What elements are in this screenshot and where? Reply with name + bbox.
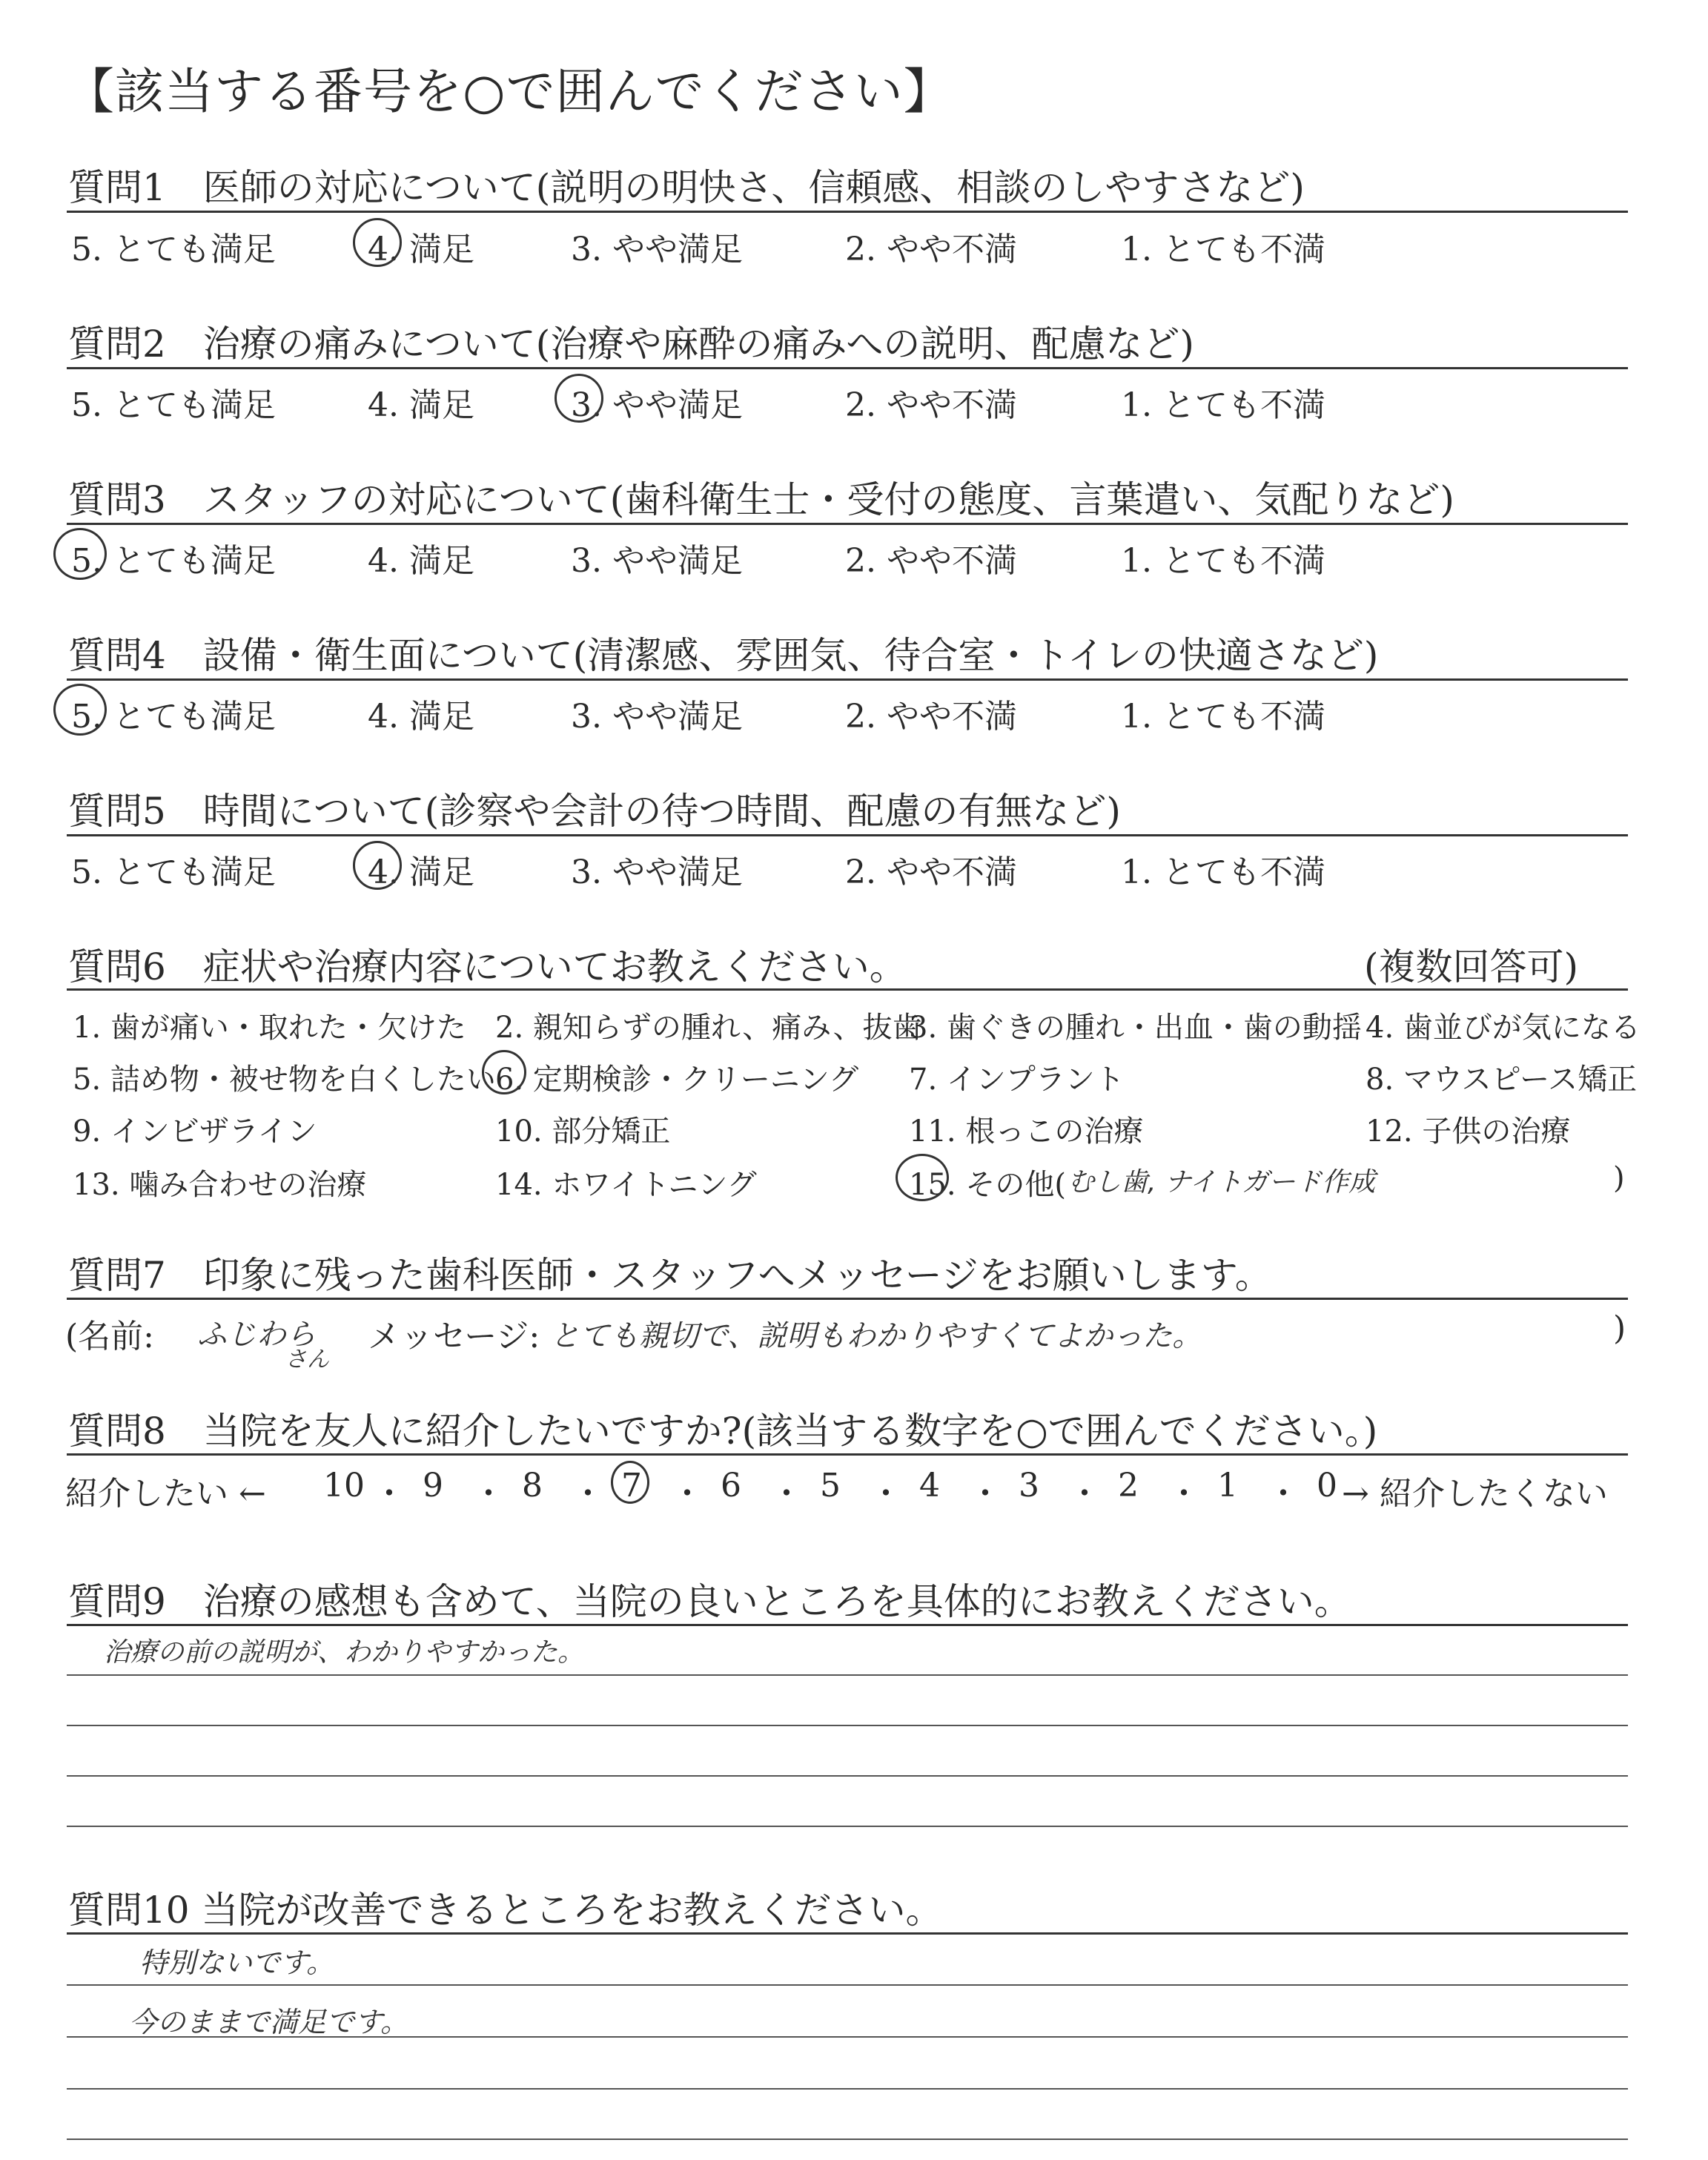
question-5-rule — [67, 834, 1628, 836]
q9-answer-line-2 — [67, 1725, 1628, 1726]
q1-option-5[interactable]: 5. とても満足 — [71, 231, 276, 268]
q10-answer-line-2 — [67, 2036, 1628, 2038]
question-5-title: 質問5 時間について(診察や会計の待つ時間、配慮の有無など) — [68, 790, 1121, 833]
question-6-rule — [67, 988, 1628, 991]
q5-option-2[interactable]: 2. やや不満 — [845, 853, 1017, 891]
q5-option-3[interactable]: 3. やや満足 — [571, 853, 743, 891]
q8-scale-number-0[interactable]: 0 — [1317, 1467, 1337, 1505]
q6-item-5[interactable]: 5. 詰め物・被せ物を白くしたい — [73, 1063, 496, 1097]
question-1-title: 質問1 医師の対応について(説明の明快さ、信頼感、相談のしやすさなど) — [68, 166, 1305, 209]
q3-option-4[interactable]: 4. 満足 — [368, 542, 474, 580]
q4-option-5[interactable]: 5. とても満足 — [71, 698, 276, 736]
q8-scale-number-1[interactable]: 1 — [1217, 1467, 1238, 1505]
question-3-title: 質問3 スタッフの対応について(歯科衛生士・受付の態度、言葉遣い、気配りなど) — [68, 478, 1454, 521]
question-9-title: 質問9 治療の感想も含めて、当院の良いところを具体的にお教えください。 — [68, 1580, 1351, 1623]
q1-option-2[interactable]: 2. やや不満 — [845, 231, 1017, 268]
q9-answer-line-1 — [67, 1674, 1628, 1676]
q5-option-4[interactable]: 4. 満足 — [368, 853, 474, 891]
q8-scale-separator: ・ — [373, 1475, 406, 1513]
q2-option-2[interactable]: 2. やや不満 — [845, 386, 1017, 424]
q8-scale-separator: ・ — [969, 1475, 1002, 1513]
q8-scale-separator: ・ — [671, 1475, 704, 1513]
q3-option-1[interactable]: 1. とても不満 — [1121, 542, 1325, 580]
q8-scale-number-10[interactable]: 10 — [323, 1467, 365, 1505]
question-7-title: 質問7 印象に残った歯科医師・スタッフへメッセージをお願いします。 — [68, 1254, 1272, 1297]
q9-answer-line-3 — [67, 1775, 1628, 1777]
q10-answer-line-1 — [67, 1984, 1628, 1986]
q6-item-15[interactable]: 15. その他( — [909, 1168, 1066, 1202]
q10-answer-line-2-handwritten: 今のままで満足です。 — [129, 2006, 408, 2038]
question-4-rule — [67, 678, 1628, 681]
q3-option-3[interactable]: 3. やや満足 — [571, 542, 743, 580]
q8-scale-separator: ・ — [572, 1475, 604, 1513]
q4-option-4[interactable]: 4. 満足 — [368, 698, 474, 736]
question-9-rule — [67, 1624, 1628, 1626]
q6-item-8[interactable]: 8. マウスピース矯正 — [1366, 1063, 1638, 1097]
question-10-rule — [67, 1932, 1628, 1935]
q6-item-9[interactable]: 9. インビザライン — [73, 1114, 317, 1149]
q2-option-5[interactable]: 5. とても満足 — [71, 386, 276, 424]
q3-option-5[interactable]: 5. とても満足 — [71, 542, 276, 580]
q6-item-3[interactable]: 3. 歯ぐきの腫れ・出血・歯の動揺 — [909, 1011, 1362, 1045]
question-1-rule — [67, 211, 1628, 213]
q10-answer-line-3 — [67, 2088, 1628, 2090]
q5-option-1[interactable]: 1. とても不満 — [1121, 853, 1325, 891]
q3-selection-circle — [53, 528, 107, 580]
q6-item-4[interactable]: 4. 歯並びが気になる — [1366, 1011, 1641, 1045]
q1-option-1[interactable]: 1. とても不満 — [1121, 231, 1325, 268]
q6-selection-circle-6 — [482, 1050, 526, 1094]
q8-scale-number-8[interactable]: 8 — [522, 1467, 543, 1505]
question-3-rule — [67, 523, 1628, 525]
q7-name-handwritten: ふじわら — [197, 1318, 316, 1352]
q6-item-7[interactable]: 7. インプラント — [909, 1063, 1125, 1097]
q9-answer-line-4 — [67, 1826, 1628, 1827]
q8-scale-number-6[interactable]: 6 — [721, 1467, 741, 1505]
q8-scale-separator: ・ — [770, 1475, 803, 1513]
q9-answer-handwritten: 治療の前の説明が、わかりやすかった。 — [104, 1637, 585, 1668]
question-6-multi-note: (複数回答可) — [1364, 945, 1579, 988]
question-8-rule — [67, 1453, 1628, 1456]
q8-scale-separator: ・ — [472, 1475, 505, 1513]
q8-scale-separator: ・ — [1267, 1475, 1300, 1513]
q2-selection-circle — [555, 374, 603, 423]
q6-item-14[interactable]: 14. ホワイトニング — [495, 1168, 757, 1202]
q4-selection-circle — [53, 684, 107, 736]
q4-option-2[interactable]: 2. やや不満 — [845, 698, 1017, 736]
q6-item-10[interactable]: 10. 部分矯正 — [495, 1114, 671, 1149]
q6-item-2[interactable]: 2. 親知らずの腫れ、痛み、抜歯 — [495, 1011, 922, 1045]
q6-item-13[interactable]: 13. 噛み合わせの治療 — [73, 1168, 367, 1202]
q5-selection-circle — [353, 841, 402, 890]
q2-option-4[interactable]: 4. 満足 — [368, 386, 474, 424]
q8-scale-number-7[interactable]: 7 — [621, 1467, 642, 1505]
question-6-title: 質問6 症状や治療内容についてお教えください。 — [68, 945, 907, 988]
q8-scale-number-9[interactable]: 9 — [423, 1467, 443, 1505]
q8-scale-number-4[interactable]: 4 — [919, 1467, 940, 1505]
q4-option-3[interactable]: 3. やや満足 — [571, 698, 743, 736]
q2-option-3[interactable]: 3. やや満足 — [571, 386, 743, 424]
q10-answer-line-4 — [67, 2138, 1628, 2140]
q8-left-label: 紹介したい ← — [65, 1475, 266, 1513]
q6-other-handwritten: むし歯, ナイトガード作成 — [1068, 1167, 1376, 1198]
page-title: 【該当する番号を○で囲んでください】 — [65, 63, 953, 120]
q1-option-4[interactable]: 4. 満足 — [368, 231, 474, 268]
q8-scale-number-5[interactable]: 5 — [820, 1467, 841, 1505]
q4-option-1[interactable]: 1. とても不満 — [1121, 698, 1325, 736]
q8-right-label: → 紹介したくない — [1342, 1475, 1608, 1513]
q5-option-5[interactable]: 5. とても満足 — [71, 853, 276, 891]
question-10-title: 質問10 当院が改善できるところをお教えください。 — [68, 1889, 943, 1932]
question-2-title: 質問2 治療の痛みについて(治療や麻酔の痛みへの説明、配慮など) — [68, 323, 1194, 366]
q6-other-close: ) — [1613, 1161, 1625, 1195]
q6-item-6[interactable]: 6. 定期検診・クリーニング — [495, 1063, 859, 1097]
q3-option-2[interactable]: 2. やや不満 — [845, 542, 1017, 580]
q6-item-12[interactable]: 12. 子供の治療 — [1366, 1114, 1571, 1149]
q7-name-label: (名前: — [65, 1318, 154, 1355]
question-4-title: 質問4 設備・衛生面について(清潔感、雰囲気、待合室・トイレの快適さなど) — [68, 634, 1379, 677]
q8-scale-number-3[interactable]: 3 — [1019, 1467, 1039, 1505]
q7-message-handwritten: とても親切で、説明もわかりやすくてよかった。 — [550, 1319, 1202, 1353]
question-7-rule — [67, 1298, 1628, 1300]
q8-scale-number-2[interactable]: 2 — [1118, 1467, 1139, 1505]
q8-scale-separator: ・ — [1068, 1475, 1101, 1513]
q7-close-paren: ) — [1613, 1309, 1626, 1347]
q2-option-1[interactable]: 1. とても不満 — [1121, 386, 1325, 424]
q7-name-suffix: さん — [285, 1347, 329, 1373]
q6-item-1[interactable]: 1. 歯が痛い・取れた・欠けた — [73, 1011, 466, 1045]
q1-option-3[interactable]: 3. やや満足 — [571, 231, 743, 268]
q8-scale-separator: ・ — [1168, 1475, 1200, 1513]
q1-selection-circle — [353, 218, 402, 267]
question-8-title: 質問8 当院を友人に紹介したいですか?(該当する数字を○で囲んでください。) — [68, 1410, 1378, 1453]
q10-answer-line-1-handwritten: 特別ないです。 — [139, 1946, 334, 1979]
q7-message-label: メッセージ: — [368, 1318, 540, 1355]
q6-selection-circle-15 — [896, 1154, 949, 1201]
question-2-rule — [67, 367, 1628, 369]
q8-scale-separator: ・ — [870, 1475, 902, 1513]
q6-item-11[interactable]: 11. 根っこの治療 — [909, 1114, 1144, 1149]
